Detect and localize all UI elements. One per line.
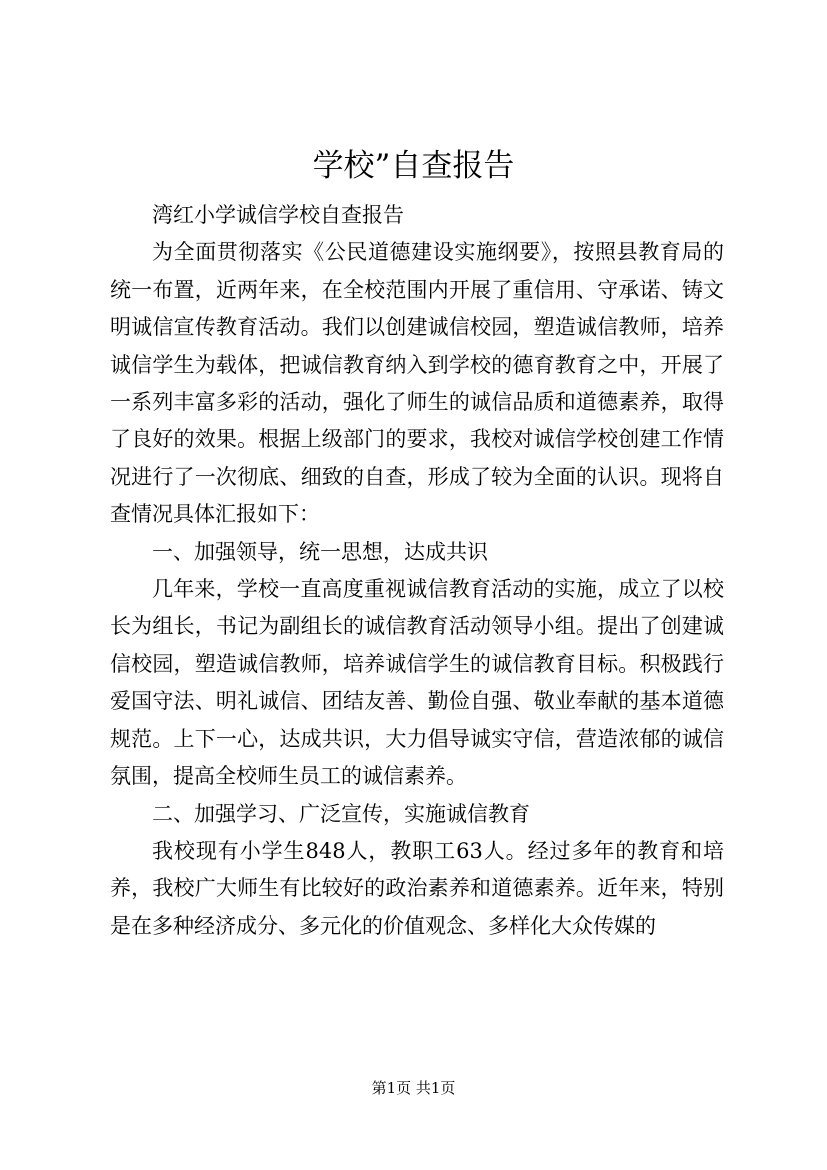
section-heading-1: 一、加强领导，统一思想，达成共识 bbox=[152, 539, 488, 564]
section-1-paragraph: 几年来，学校一直高度重视诚信教育活动的实施，成立了以校长为组长，书记为副组长的诚信教育活动领导小组。提出了创建诚信校园，塑造诚信教师，培养诚信学生的诚信教育目标。积极践行爱国守法、明礼诚信、团结友善、勤俭自强、敬业奉献的基本道德规范。上下一心，达成共识，大力倡导诚实守信，营造浓郁的诚信氛围，提高全校师生员工的诚信素养。 bbox=[110, 577, 724, 789]
intro-paragraph: 为全面贯彻落实《公民道德建设实施纲要》，按照县教育局的统一布置，近两年来，在全校范围内开展了重信用、守承诺、铸文明诚信宣传教育活动。我们以创建诚信校园，塑造诚信教师，培养诚信学生为载体，把诚信教育纳入到学校的德育教育之中，开展了一系列丰富多彩的活动，强化了师生的诚信品质和道德素养，取得了良好的效果。根据上级部门的要求，我校对诚信学校创建工作情况进行了一次彻底、细致的自查，形成了较为全面的认识。现将自查情况具体汇报如下： bbox=[110, 240, 724, 527]
subtitle-paragraph: 湾红小学诚信学校自查报告 bbox=[152, 203, 404, 227]
document-title: 学校”自查报告 bbox=[312, 148, 515, 184]
page-footer: 第1页 共1页 bbox=[371, 1079, 456, 1097]
document-body bbox=[110, 197, 724, 945]
section-2-paragraph: 我校现有小学生848人，教职工63人。经过多年的教育和培养，我校广大师生有比较好的政治素养和道德素养。近年来，特别是在多种经济成分、多元化的价值观念、多样化大众传媒的 bbox=[110, 838, 724, 938]
section-heading-2: 二、加强学习、广泛宣传，实施诚信教育 bbox=[152, 801, 530, 826]
